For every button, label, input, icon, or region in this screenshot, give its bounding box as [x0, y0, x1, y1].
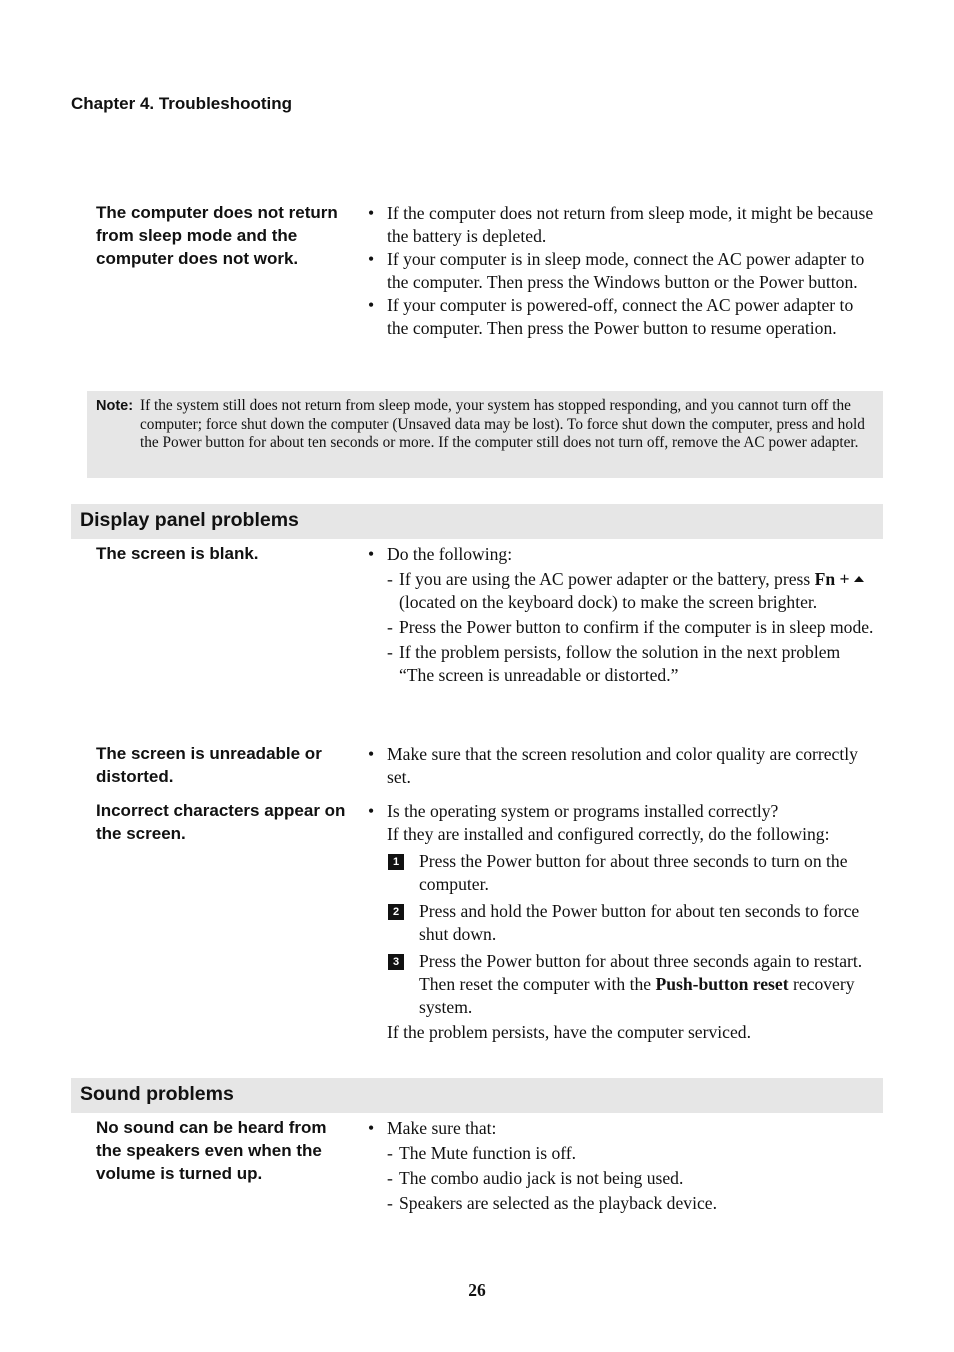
list-item: • If your computer is powered-off, connect the AC power adapter to the computer. Then press the Power button to resume operation. [368, 295, 854, 338]
problem-incorrect-characters: Incorrect characters appear on the screen. [96, 801, 346, 843]
list-item: • If your computer is in sleep mode, connect the AC power adapter to the computer. Then press the Windows button or the Power button. [368, 249, 865, 292]
list-item: - The Mute function is off. [387, 1143, 577, 1163]
list-item: • Make sure that the screen resolution and color quality are correctly set. [368, 744, 858, 787]
list-item: - If the problem persists, follow the solution in the next problem “The screen is unreadable or distorted.” [387, 642, 841, 685]
note-label: Note: [96, 398, 134, 414]
note-text: If the system still does not return from sleep mode, your system has stopped responding, and you cannot turn off the computer; force shut down the computer (Unsaved data may be lost). To force shut down the computer, press and hold the Power button for about ten seconds or more. If the computer still does not turn off, remove the AC power adapter. [140, 397, 865, 451]
problem-screen-blank: The screen is blank. [96, 544, 259, 563]
brightness-up-icon [854, 576, 864, 582]
solution-no-sound [368, 1117, 878, 1215]
list-item: - The combo audio jack is not being used. [387, 1168, 684, 1188]
list-item: - If you are using the AC power adapter or the battery, press Fn +(located on the keyboard dock) to make the screen brighter. [368, 568, 878, 614]
step-number: 2 [388, 904, 404, 920]
solution-sleep-mode [368, 202, 878, 340]
solution-screen-unreadable [368, 743, 878, 789]
chapter-heading: Chapter 4. Troubleshooting [71, 94, 293, 113]
section-sound [71, 1078, 883, 1113]
problem-sleep-mode: The computer does not return from sleep mode and the computer does not work. [96, 203, 338, 268]
section-display-panel [71, 504, 883, 539]
step-3: 3 Press the Power button for about three seconds again to restart. Then reset the computer with the Push-button reset recovery system. [368, 950, 878, 1019]
closing-text: If the problem persists, have the computer serviced. [387, 1022, 751, 1042]
instruction-text: If they are installed and configured correctly, do the following: [387, 824, 830, 844]
solution-incorrect-characters [368, 800, 878, 1044]
step-1: 1 Press the Power button for about three seconds to turn on the computer. [368, 850, 878, 896]
problem-screen-unreadable: The screen is unreadable or distorted. [96, 744, 322, 786]
section-title: Sound problems [80, 1083, 234, 1105]
problem-no-sound: No sound can be heard from the speakers even when the volume is turned up. [96, 1118, 327, 1183]
step-number: 1 [388, 854, 404, 870]
list-item: - Speakers are selected as the playback device. [387, 1193, 717, 1213]
list-item: • Is the operating system or programs installed correctly? [368, 801, 779, 821]
step-number: 3 [388, 954, 404, 970]
list-item: • Make sure that: [368, 1118, 497, 1138]
list-item: • If the computer does not return from sleep mode, it might be because the battery is depleted. [368, 203, 874, 246]
page-number: 26 [468, 1280, 486, 1300]
list-item: - Press the Power button to confirm if the computer is in sleep mode. [387, 617, 874, 637]
solution-screen-blank [368, 543, 878, 687]
list-item: • Do the following: [368, 544, 513, 564]
step-2: 2 Press and hold the Power button for about ten seconds to force shut down. [368, 900, 878, 946]
note-box [87, 391, 883, 478]
section-title: Display panel problems [80, 509, 299, 531]
